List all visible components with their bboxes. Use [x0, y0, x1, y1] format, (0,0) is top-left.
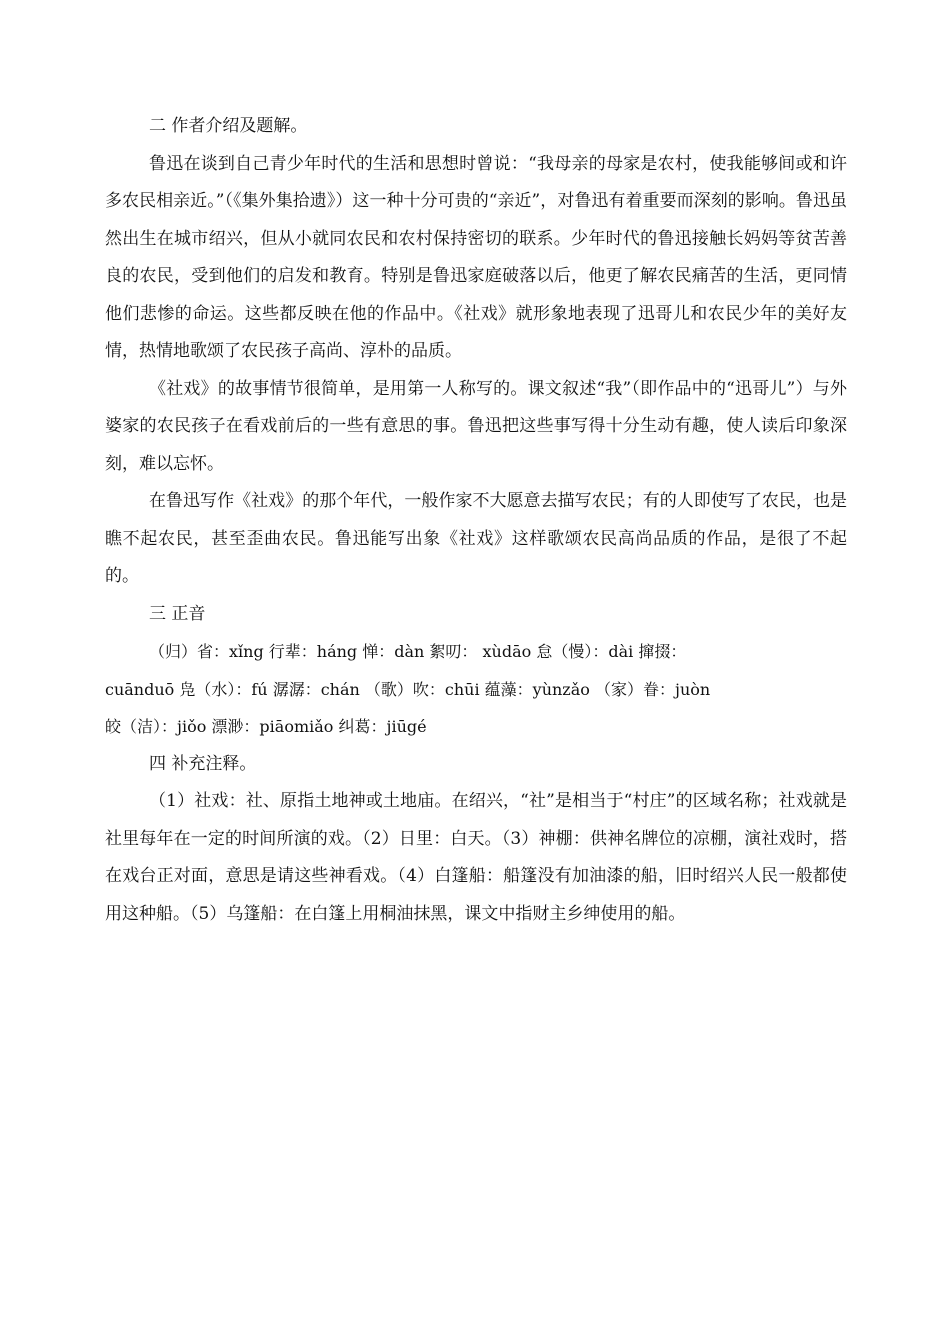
paragraph-significance: 在鲁迅写作《社戏》的那个年代，一般作家不大愿意去描写农民；有的人即使写了农民，也是瞧不起农民，甚至歪曲农民。鲁迅能写出象《社戏》这样歌颂农民高尚品质的作品，是很了不起的。 [105, 491, 847, 586]
pronunciation-line-2: cuānduō 凫（水）：fú 潺潺：chán （歌）吹：chūi 蕴藻：yùnzǎo （家）眷：juòn [105, 679, 711, 699]
paragraph-author-background: 鲁迅在谈到自己青少年时代的生活和思想时曾说：“我母亲的母家是农村，使我能够间或和许多农民相亲近。”（《集外集拾遗》）这一种十分可贵的“亲近”，对鲁迅有着重要而深刻的影响。鲁迅虽然出生在城市绍兴，但从小就同农民和农村保持密切的联系。少年时代的鲁迅接触长妈妈等贫苦善良的农民，受到他们的启发和教育。特别是鲁迅家庭破落以后，他更了解农民痛苦的生活，更同情他们悲惨的命运。这些都反映在他的作品中。《社戏》就形象地表现了迅哥儿和农民少年的美好友情，热情地歌颂了农民孩子高尚、淳朴的品质。 [105, 153, 847, 361]
section-heading-author-intro: 二 作者介绍及题解。 [149, 116, 308, 136]
paragraph-supplementary-notes: （1）社戏：社、原指土地神或土地庙。在绍兴，“社”是相当于“村庄”的区域名称；社戏就是社里每年在一定的时间所演的戏。（2）日里：白天。（3）神棚：供神名牌位的凉棚，演社戏时，搭在戏台正对面，意思是请这些神看戏。（4）白篷船：船篷没有加油漆的船，旧时绍兴人民一般都使用这种船。（5）乌篷船：在白篷上用桐油抹黑，课文中指财主乡绅使用的船。 [105, 791, 847, 924]
document-body [105, 108, 847, 933]
section-heading-notes: 四 补充注释。 [149, 753, 257, 774]
section-heading-pronunciation: 三 正音 [149, 603, 206, 624]
paragraph-story-summary: 《社戏》的故事情节很简单，是用第一人称写的。课文叙述“我”（即作品中的“迅哥儿”）与外婆家的农民孩子在看戏前后的一些有意思的事。鲁迅把这些事写得十分生动有趣，使人读后印象深刻，难以忘怀。 [105, 378, 847, 474]
pronunciation-line-1: （归）省：xǐng 行辈：háng 惮：dàn 絮叨： xùdāo 怠（慢）：dài 撺掇： [149, 642, 687, 661]
pronunciation-line-3: 皎（洁）：jiǒo 漂渺：piāomiǎo 纠葛：jiūgé [105, 717, 427, 736]
